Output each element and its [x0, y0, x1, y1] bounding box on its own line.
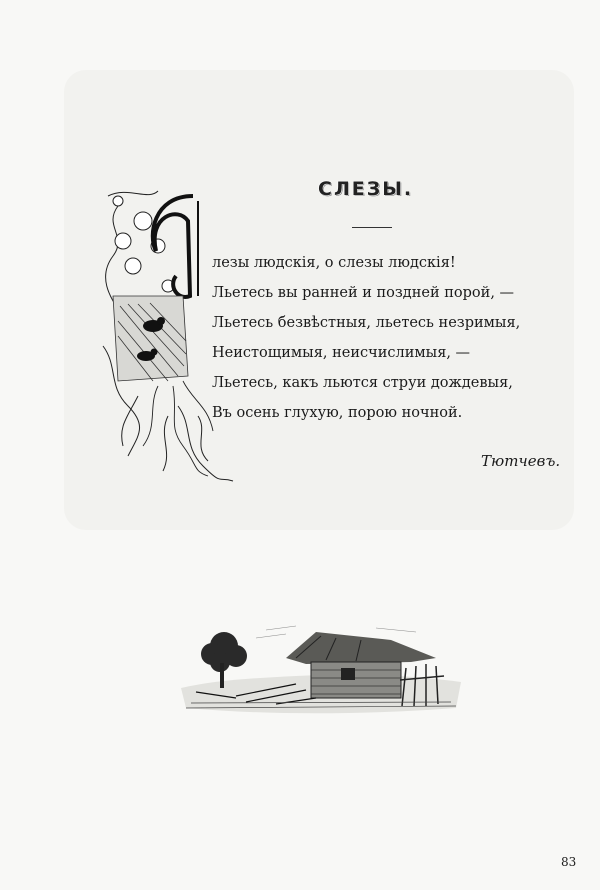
title-divider — [352, 227, 392, 228]
verse-line: Въ осень глухую, порою ночной. — [212, 405, 463, 421]
poem-title: СЛЕЗЫ. — [318, 178, 414, 200]
verse-line: Льетесь безвѣстныя, льетесь незримыя, — [212, 315, 521, 331]
verse-line: Льетесь вы ранней и поздней порой, — — [212, 285, 515, 301]
poem-author: Тютчевъ. — [481, 452, 561, 470]
verse-line: Неистощимыя, неисчислимыя, — — [212, 345, 471, 361]
page-number: 83 — [561, 855, 577, 869]
poem-verse — [212, 248, 520, 428]
verse-line: Льетесь, какъ льются струи дождевыя, — [212, 375, 513, 391]
landscape-hut-vignette-icon — [176, 618, 468, 718]
verse-line: лезы людскія, о слезы людскія! — [212, 255, 456, 271]
